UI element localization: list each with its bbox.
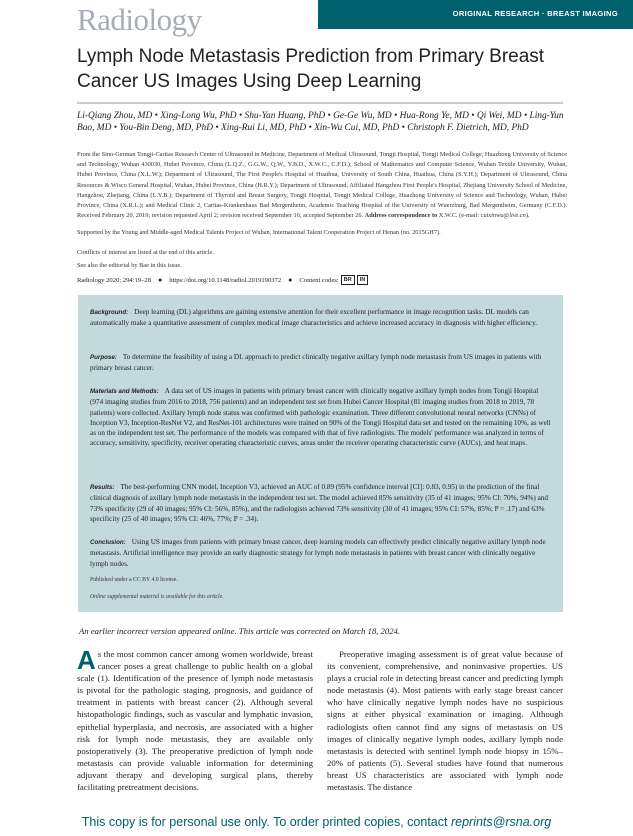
address-close: ).: [525, 212, 530, 220]
section-label: ORIGINAL RESEARCH · BREAST IMAGING: [452, 9, 618, 18]
abstract-methods: [90, 386, 552, 449]
reprint-footer: [0, 815, 633, 829]
abstract-label: Purpose:: [90, 354, 117, 361]
abstract-background: [90, 307, 552, 329]
abstract-label: Conclusion:: [90, 539, 126, 546]
affiliations-text: From the Sino-German Tongji-Caritas Research Center of Ultrasound in Medicine, Department of Medical Ultrasound, Tongji Hospital, Tongji Medical College, Huazhong University of Science and Technology, Wuhan 430030, Hubei Province, China (L.Q.Z., G.G.W., Q.W., Y.B.D., X.W.C., C.F.D.); School of Mathematics and Computer Science, Wuhan Textile University, Wuhan, Hubei Province, China (X.L.W.); Department of Ultrasound, The First People's Hospital of Huaihua, University of South China, Huaihua, China (S.Y.H.); Department of Ultrasound, China Resources & Wisco General Hospital, Wuhan, Hubei Province, China (H.R.Y.); Department of Ultrasound, Affiliated Hangzhou First People's Hospital, Zhejiang University School of Medicine, Hangzhou, Zhejiang, China (L.Y.B.); Department of Thyroid and Breast Surgery, Tongji Hospital, Tongji Medical College, Huazhong University of Science and Technology, Wuhan, Hubei Province, China (X.R.L.); and Medical Clinic 2, Caritas-Krankenhaus Bad Mergentheim, Academic Teaching Hospital of the University of Wuerzburg, Bad Mergentheim, Germany (C.F.D.). Received February 20, 2019; revision requested April 2; revision received September 16; accepted September 26.: [77, 151, 567, 220]
content-codes-label: Content codes:: [299, 276, 339, 284]
abstract-label: Materials and Methods:: [90, 388, 159, 395]
abstract-results: [90, 482, 552, 524]
editorial-note: See also the editorial by Bae in this issue.: [77, 262, 182, 269]
abstract-text: The best-performing CNN model, Inception V3, achieved an AUC of 0.89 (95% confidence interval [CI]: 0.83, 0.95) in the prediction of the final clinical diagnosis of axillary lymph node metastasis in the independent test set. The model achieved 85% sensitivity (35 of 41 images; 95% CI: 70%, 94%) and 73% specificity (29 of 40 images; 95% CI: 56%, 85%), and the radiologists achieved 73% sensitivity (30 of 41 images; 95% CI: 57%, 85%; P = .17) and 63% specificity (25 of 40 images; 95% CI: 46%, 77%; P = .34).: [90, 483, 548, 523]
bullet-separator: ●: [288, 276, 293, 284]
abstract-purpose: [90, 352, 552, 374]
abstract-text: A data set of US images in patients with primary breast cancer with clinically negative axillary lymph nodes from Tongji Hospital (974 imaging studies from 2016 to 2018, 756 patients) and an independent test set from Hubei Cancer Hospital (81 imaging studies from 2018 to 2019, 78 patients) were collected. Axillary lymph node status was confirmed with pathologic examination. Three different convolutional neural networks (CNNs) of Inception V3, Inception-ResNet V2, and ResNet-101 architectures were trained on 90% of the Tongji Hospital data set and tested on the remaining 10%, as well as on the independent test set. The performance of the models was compared with that of five radiologists. The models' performance was analyzed in terms of accuracy, sensitivity, specificity, receiver operating characteristic curves, areas under the receiver operating characteristic curve (AUCs), and heat maps.: [90, 387, 551, 448]
footer-text: This copy is for personal use only. To order printed copies, contact: [81, 815, 448, 829]
address-label: Address correspondence to: [364, 212, 438, 220]
conflicts-note: Conflicts of interest are listed at the end of this article.: [77, 249, 214, 256]
abstract-conclusion: [90, 537, 552, 569]
author-list: Li-Qiang Zhou, MD • Xing-Long Wu, PhD • Shu-Yan Huang, PhD • Ge-Ge Wu, MD • Hua-Rong Ye, MD • Qi Wei, MD • Ling-Yun Bao, MD • You-Bin Deng, MD, PhD • Xing-Rui Li, MD, PhD • Xin-Wu Cui, MD, PhD • Christoph F. Dietrich, MD, PhD: [77, 111, 564, 134]
body-column-left: [77, 645, 313, 793]
title-divider: [77, 102, 563, 104]
section-band: [318, 0, 633, 29]
journal-logo: Radiology: [77, 2, 202, 37]
article-title: Lymph Node Metastasis Prediction from Primary Breast Cancer US Images Using Deep Learning: [77, 46, 545, 92]
abstract-text: To determine the feasibility of using a DL approach to predict clinically negative axillary lymph node metastasis from US images in patients with primary breast cancer.: [90, 353, 542, 373]
address-text: X.W.C. (e-mail:: [438, 212, 480, 220]
correction-notice: An earlier incorrect version appeared online. This article was corrected on March 18, 2024.: [79, 626, 401, 636]
reprints-email-link[interactable]: reprints@rsna.org: [450, 815, 552, 829]
content-code-in: IN: [357, 275, 369, 285]
body-text-left: s the most common cancer among women worldwide, breast cancer poses a great challenge to public health on a global scale (1). Identification of the presence of lymph node metastasis is pivotal for the pathologic staging, prognosis, and guidance of treatment in patients with breast cancer (2). Although several histopathologic findings, such as vascular and lymphatic invasion, epithelial hyperplasia, and necrosis, are associated with a higher risk for lymph node metastasis, they are available only postoperatively (3). The preoperative prediction of lymph node metastasis can provide valuable information for determining adjuvant therapy and developing surgical plans, thereby facilitating pretreatment decisions.: [77, 649, 313, 793]
supplemental-note: Online supplemental material is available for this article.: [90, 594, 224, 600]
journal-reference: Radiology 2020; 294:19–28: [77, 276, 151, 284]
doi-link[interactable]: https://doi.org/10.1148/radiol.2019190372: [169, 276, 282, 284]
abstract-text: Using US images from patients with primary breast cancer, deep learning models can effectively predict clinically negative axillary lymph node metastasis. Artificial intelligence may provide an early diagnostic strategy for lymph node metastasis in patients with breast cancer with clinically negative lymph nodes.: [90, 538, 546, 568]
affiliations: [77, 150, 567, 221]
abstract-box: [78, 295, 563, 612]
license-note: Published under a CC BY 4.0 license.: [90, 577, 178, 583]
abstract-text: Deep learning (DL) algorithms are gaining extensive attention for their excellent performance in image recognition tasks. DL models can automatically make a quantitative assessment of complex medical image characteristics and achieve increased accuracy in diagnosis with higher efficiency.: [90, 308, 538, 328]
correspondence-email-link[interactable]: cuixinwu@live.cn: [480, 212, 526, 220]
drop-cap: A: [77, 645, 96, 675]
citation-line: [77, 275, 368, 285]
content-code-br: BR: [341, 275, 355, 285]
abstract-label: Background:: [90, 309, 129, 316]
bullet-separator: ●: [158, 276, 163, 284]
abstract-label: Results:: [90, 484, 115, 491]
body-column-right: Preoperative imaging assessment is of great value because of its convenient, comprehensive, and noninvasive properties. US plays a crucial role in detecting breast cancer and predicting lymph node metastasis (4). Most patients with early stage breast cancer who have clinically negative lymph nodes have no suspicious signs at either physical examination or imaging. Although radiologists often cannot find any signs of metastasis on US images of clinically negative lymph nodes, axillary lymph node metastasis is detected with sentinel lymph node biopsy in 15%–20% of patients (5). Several studies have found that numerous breast US characteristics are associated with lymph node metastasis. The distance: [327, 649, 563, 793]
funding-statement: Supported by the Young and Middle-aged Medical Talents Project of Wuhan, International Talent Cooperation Project of Henan (no. 2015GH7).: [77, 229, 441, 236]
